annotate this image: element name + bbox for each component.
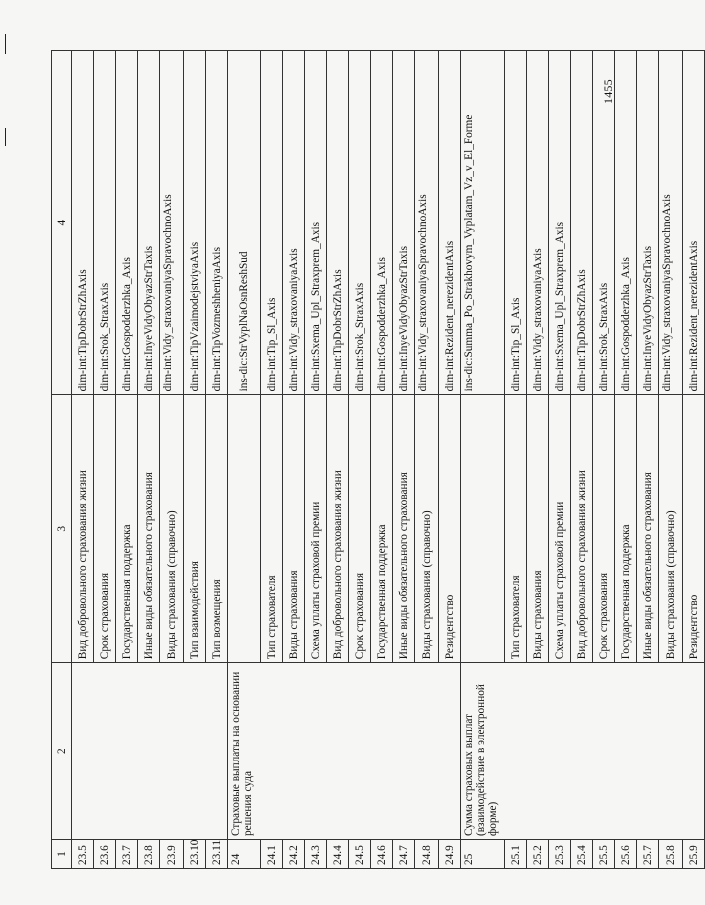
row-number: 25.4: [571, 840, 593, 869]
row-code: dim-int:Srok_StraxAxis: [349, 51, 371, 395]
row-name: [461, 395, 505, 663]
row-number: 23.9: [160, 840, 184, 869]
header-cell-1: 1: [52, 840, 72, 869]
row-number: 25.9: [683, 840, 705, 869]
row-code: dim-int:Vidy_straxovaniyaSpravochnoAxis: [160, 51, 184, 395]
row-code: dim-int:Vidy_straxovaniyaAxis: [527, 51, 549, 395]
row-code: dim-int:InyeVidyObyazStrTaxis: [393, 51, 415, 395]
scan-mark-bottom: [5, 128, 6, 146]
row-code: dim-int:InyeVidyObyazStrTaxis: [637, 51, 659, 395]
row-code: dim-int:TipDobrStrZhAxis: [327, 51, 349, 395]
row-number: 24.3: [305, 840, 327, 869]
row-number: 24.2: [283, 840, 305, 869]
row-name: Резидентство: [683, 395, 705, 663]
section-label: Сумма страховых выплат (взаимодействие в электронной форме): [461, 663, 705, 840]
row-name: Вид добровольного страхования жизни: [327, 395, 349, 663]
row-name: Тип взаимодействия: [184, 395, 206, 663]
row-code: dim-int:Tip_Sl_Axis: [505, 51, 527, 395]
row-code: dim-int:Sxema_Upl_Straxprem_Axis: [549, 51, 571, 395]
table-row: [461, 51, 505, 869]
row-name: Иные виды обязательного страхования: [138, 395, 160, 663]
row-code: dim-int:TipDobrStrZhAxis: [571, 51, 593, 395]
row-name: [228, 395, 261, 663]
row-number: 25.5: [593, 840, 615, 869]
row-number: 24.5: [349, 840, 371, 869]
row-number: 23.10: [184, 840, 206, 869]
row-name: Государственная поддержка: [615, 395, 637, 663]
row-number: 25.8: [659, 840, 683, 869]
rotated-page: [51, 50, 700, 869]
scan-mark-top: [5, 34, 6, 54]
row-code: dim-int:Gospodderzhka_Axis: [371, 51, 393, 395]
row-number: 23.6: [94, 840, 116, 869]
row-name: Виды страхования (справочно): [659, 395, 683, 663]
row-code: dim-int:Vidy_straxovaniyaSpravochnoAxis: [415, 51, 439, 395]
row-number: 25.7: [637, 840, 659, 869]
row-name: Иные виды обязательного страхования: [637, 395, 659, 663]
row-number: 25.3: [549, 840, 571, 869]
row-number: 24: [228, 840, 261, 869]
row-name: Вид добровольного страхования жизни: [571, 395, 593, 663]
row-code: dim-int:Gospodderzhka_Axis: [615, 51, 637, 395]
row-number: 24.1: [261, 840, 283, 869]
row-code: dim-int:Gospodderzhka_Axis: [116, 51, 138, 395]
row-number: 24.9: [439, 840, 461, 869]
row-number: 23.11: [206, 840, 228, 869]
row-code: dim-int:Vidy_straxovaniyaAxis: [283, 51, 305, 395]
row-number: 24.8: [415, 840, 439, 869]
row-name: Тип страхователя: [505, 395, 527, 663]
row-code: dim-int:Srok_StraxAxis: [94, 51, 116, 395]
row-code: dim-int:Srok_StraxAxis: [593, 51, 615, 395]
row-name: Схема уплаты страховой премии: [305, 395, 327, 663]
row-number: 25.1: [505, 840, 527, 869]
header-cell-4: 4: [52, 51, 72, 395]
row-name: Тип страхователя: [261, 395, 283, 663]
row-name: Срок страхования: [349, 395, 371, 663]
row-number: 25: [461, 840, 505, 869]
row-name: Резидентство: [439, 395, 461, 663]
row-number: 25.2: [527, 840, 549, 869]
row-code: dim-int:Tip_Sl_Axis: [261, 51, 283, 395]
row-name: Тип возмещения: [206, 395, 228, 663]
taxonomy-table: [51, 50, 705, 869]
page-number: 1455: [601, 79, 615, 104]
section-label: Страховые выплаты на основании решения суда: [228, 663, 461, 840]
row-code: dim-int:TipVozmeshheniyaAxis: [206, 51, 228, 395]
row-name: Срок страхования: [94, 395, 116, 663]
table-row: [72, 51, 94, 869]
row-name: Вид добровольного страхования жизни: [72, 395, 94, 663]
row-name: Виды страхования: [527, 395, 549, 663]
row-name: Виды страхования (справочно): [415, 395, 439, 663]
header-row: [52, 51, 72, 869]
row-code: ins-dic:Summa_Po_Strakhovym_Vyplatam_Vz_v_El_Forme: [461, 51, 505, 395]
row-number: 24.4: [327, 840, 349, 869]
row-number: 23.7: [116, 840, 138, 869]
row-name: Государственная поддержка: [116, 395, 138, 663]
row-name: Государственная поддержка: [371, 395, 393, 663]
row-code: dim-int:Rezident_nerezidentAxis: [439, 51, 461, 395]
row-number: 23.8: [138, 840, 160, 869]
row-name: Срок страхования: [593, 395, 615, 663]
row-name: Виды страхования: [283, 395, 305, 663]
row-name: Виды страхования (справочно): [160, 395, 184, 663]
row-code: dim-int:Sxema_Upl_Straxprem_Axis: [305, 51, 327, 395]
row-code: dim-int:TipVzaimodejstviyaAxis: [184, 51, 206, 395]
section-label: [72, 663, 228, 840]
header-cell-3: 3: [52, 395, 72, 663]
row-code: ins-dic:StrVyplNaOsnReshSud: [228, 51, 261, 395]
row-code: dim-int:Vidy_straxovaniyaSpravochnoAxis: [659, 51, 683, 395]
row-code: dim-int:Rezident_nerezidentAxis: [683, 51, 705, 395]
row-number: 24.7: [393, 840, 415, 869]
row-name: Иные виды обязательного страхования: [393, 395, 415, 663]
row-number: 24.6: [371, 840, 393, 869]
row-number: 25.6: [615, 840, 637, 869]
row-code: dim-int:TipDobrStrZhAxis: [72, 51, 94, 395]
row-code: dim-int:InyeVidyObyazStrTaxis: [138, 51, 160, 395]
header-cell-2: 2: [52, 663, 72, 840]
table-row: [228, 51, 261, 869]
row-name: Схема уплаты страховой премии: [549, 395, 571, 663]
row-number: 23.5: [72, 840, 94, 869]
